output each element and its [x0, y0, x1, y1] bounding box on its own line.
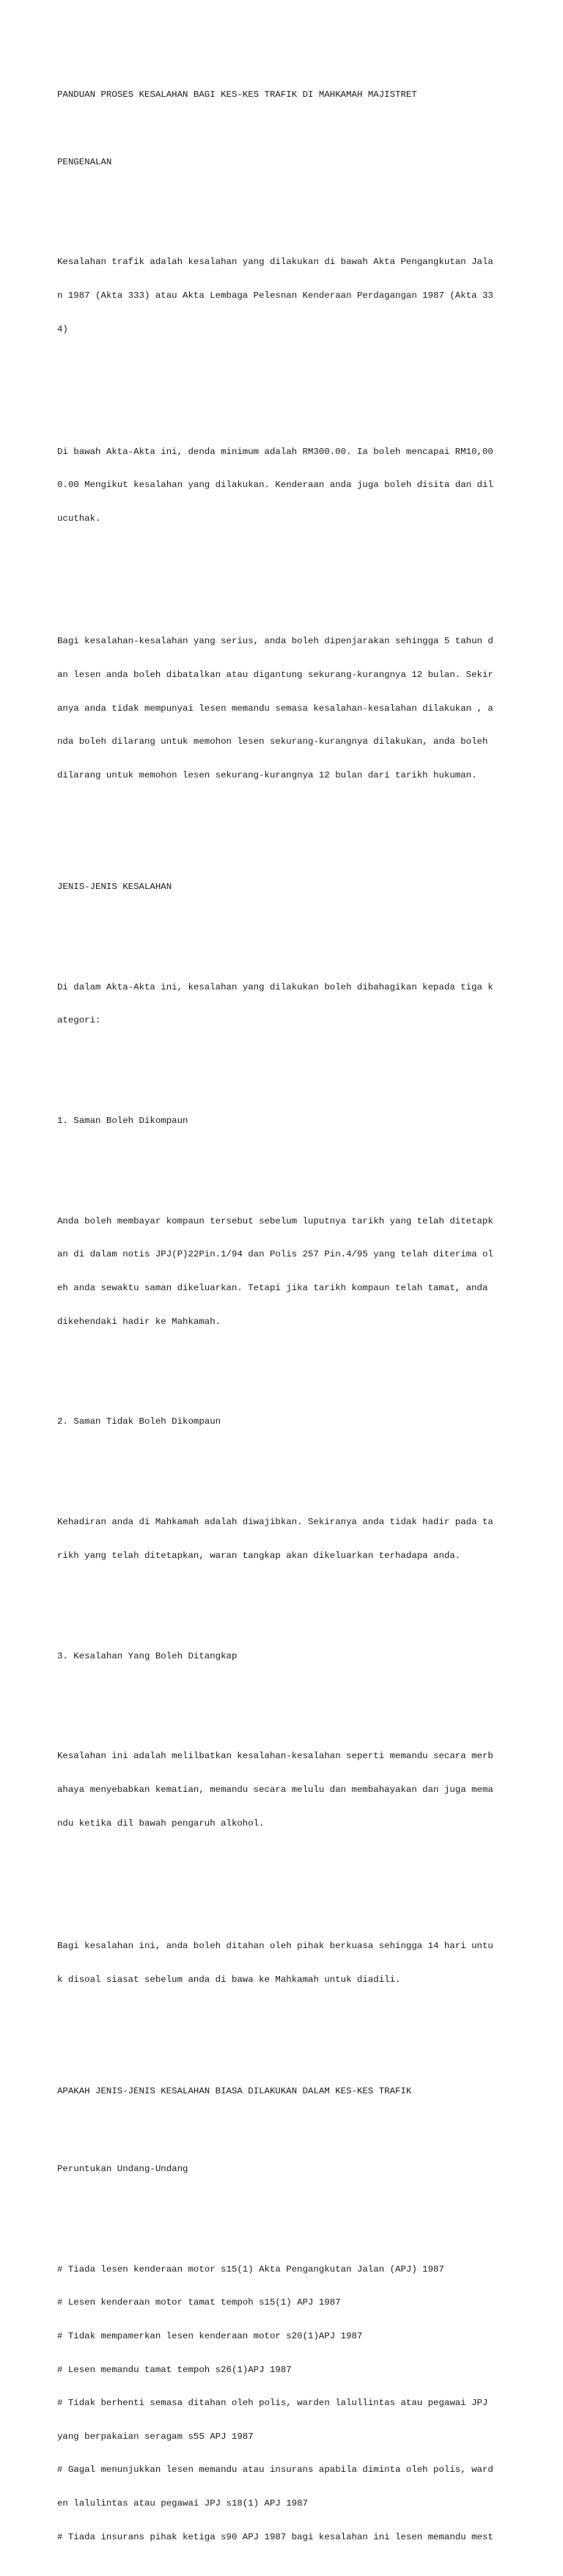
- text-line: dikehendaki hadir ke Mahkamah.: [57, 1316, 221, 1327]
- text-line: 4): [57, 323, 68, 334]
- text-line: an lesen anda boleh dibatalkan atau digantung sekurang-kurangnya 12 bulan. Sekir: [57, 669, 493, 680]
- list-item: # Tiada lesen kenderaan motor s15(1) Akta Pengangkutan Jalan (APJ) 1987: [57, 2264, 444, 2275]
- section-heading-introduction: PENGENALAN: [57, 156, 112, 167]
- list-item: yang berpakaian seragam s55 APJ 1987: [57, 2431, 254, 2442]
- text-line: Bagi kesalahan-kesalahan yang serius, anda boleh dipenjarakan sehingga 5 tahun d: [57, 636, 493, 647]
- category-heading-2: 2. Saman Tidak Boleh Dikompaun: [57, 1416, 221, 1427]
- text-line: ucuthak.: [57, 513, 101, 524]
- list-item: # Tidak berhenti semasa ditahan oleh polis, warden lalullintas atau pegawai JPJ: [57, 2398, 488, 2409]
- paragraph-intro-3: [57, 614, 512, 803]
- text-line: ategori:: [57, 1015, 101, 1026]
- text-line: Kesalahan trafik adalah kesalahan yang dilakukan di bawah Akta Pengangkutan Jala: [57, 257, 493, 268]
- text-line: an di dalam notis JPJ(P)22Pin.1/94 dan Polis 257 Pin.4/95 yang telah diterima ol: [57, 1249, 493, 1260]
- list-item: # Tiada insurans pihak ketiga s90 APJ 1987 bagi kesalahan ini lesen memandu mest: [57, 2531, 493, 2542]
- text-line: dilarang untuk memohon lesen sekurang-kurangnya 12 bulan dari tarikh hukuman.: [57, 769, 477, 780]
- list-item: # Lesen memandu tamat tempoh s26(1)APJ 1987: [57, 2364, 292, 2375]
- list-item: en lalulintas atau pegawai JPJ s18(1) APJ 1987: [57, 2498, 309, 2509]
- provisions-list: [57, 2242, 512, 2565]
- paragraph-types: [57, 959, 512, 1049]
- text-line: ahaya menyebabkan kematian, memandu secara melulu dan membahayakan dan juga mema: [57, 1785, 493, 1796]
- paragraph-category-3a: [57, 1729, 512, 1851]
- paragraph-category-1: [57, 1193, 512, 1350]
- paragraph-intro-2: [57, 424, 512, 546]
- list-item: # Lesen kenderaan motor tamat tempoh s15(1) APJ 1987: [57, 2297, 341, 2308]
- category-heading-3: 3. Kesalahan Yang Boleh Ditangkap: [57, 1650, 238, 1661]
- list-item: # Tidak mempamerkan lesen kenderaan motor s20(1)APJ 1987: [57, 2330, 363, 2341]
- subheading-legal-provisions: Peruntukan Undang-Undang: [57, 2163, 188, 2174]
- text-line: Anda boleh membayar kompaun tersebut sebelum luputnya tarikh yang telah ditetapk: [57, 1215, 493, 1226]
- category-heading-1: 1. Saman Boleh Dikompaun: [57, 1115, 188, 1126]
- text-line: Di dalam Akta-Akta ini, kesalahan yang dilakukan boleh dibahagikan kepada tiga k: [57, 981, 493, 992]
- text-line: n 1987 (Akta 333) atau Akta Lembaga Pelesnan Kenderaan Perdagangan 1987 (Akta 33: [57, 290, 493, 301]
- section-heading-common-offences: APAKAH JENIS-JENIS KESALAHAN BIASA DILAKUKAN DALAM KES-KES TRAFIK: [57, 2085, 412, 2096]
- text-line: 0.00 Mengikut kesalahan yang dilakukan. Kenderaan anda juga boleh disita dan dil: [57, 480, 493, 491]
- text-line: Bagi kesalahan ini, anda boleh ditahan oleh pihak berkuasa sehingga 14 hari untu: [57, 1940, 493, 1951]
- paragraph-intro-1: [57, 235, 512, 357]
- text-line: ndu ketika dil bawah pengaruh alkohol.: [57, 1818, 265, 1829]
- text-line: Di bawah Akta-Akta ini, denda minimum adalah RM300.00. Ia boleh mencapai RM10,00: [57, 446, 493, 457]
- document-page: [57, 67, 512, 2576]
- paragraph-category-2: [57, 1495, 512, 1584]
- text-line: Kehadiran anda di Mahkamah adalah diwajibkan. Sekiranya anda tidak hadir pada ta: [57, 1517, 493, 1528]
- text-line: Kesalahan ini adalah melilbatkan kesalahan-kesalahan seperti memandu secara merb: [57, 1751, 493, 1762]
- text-line: k disoal siasat sebelum anda di bawa ke Mahkamah untuk diadili.: [57, 1974, 401, 1985]
- text-line: rikh yang telah ditetapkan, waran tangkap akan dikeluarkan terhadapa anda.: [57, 1550, 461, 1561]
- paragraph-category-3b: [57, 1919, 512, 2008]
- text-line: anya anda tidak mempunyai lesen memandu semasa kesalahan-kesalahan dilakukan , a: [57, 703, 493, 714]
- document-title: PANDUAN PROSES KESALAHAN BAGI KES-KES TRAFIK DI MAHKAMAH MAJISTRET: [57, 89, 417, 100]
- text-line: nda boleh dilarang untuk memohon lesen sekurang-kurangnya dilakukan, anda boleh: [57, 736, 488, 747]
- list-item: # Gagal menunjukkan lesen memandu atau insurans apabila diminta oleh polis, ward: [57, 2465, 493, 2476]
- section-heading-types: JENIS-JENIS KESALAHAN: [57, 881, 172, 892]
- text-line: eh anda sewaktu saman dikeluarkan. Tetapi jika tarikh kompaun telah tamat, anda: [57, 1283, 488, 1294]
